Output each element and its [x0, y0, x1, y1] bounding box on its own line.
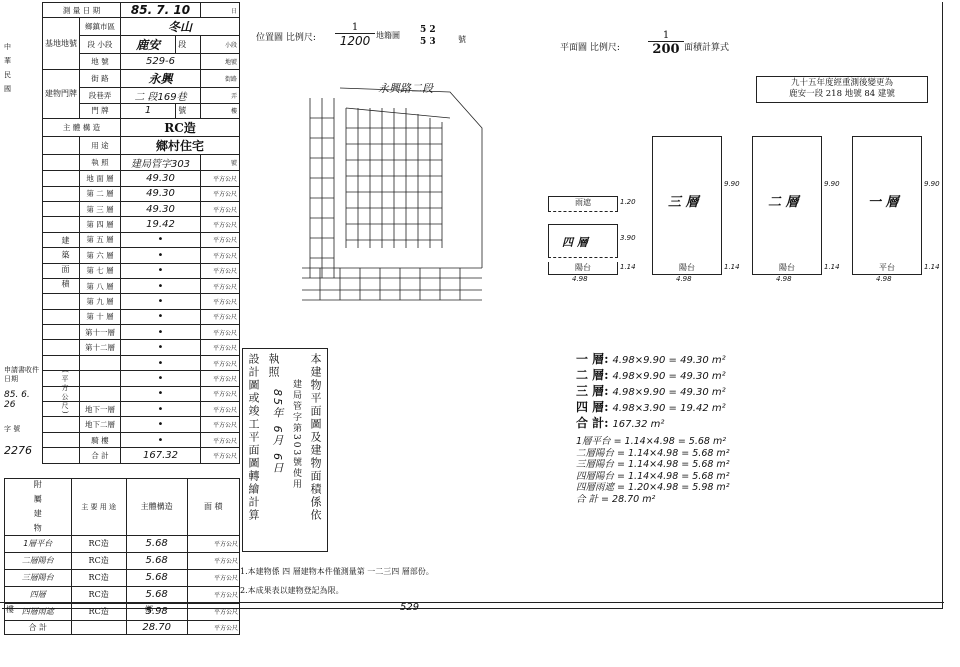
- floor-label: 合 計: [80, 448, 121, 463]
- table-row: [43, 371, 240, 386]
- plan-scale: 1 200: [648, 30, 684, 57]
- floor-area: •: [121, 248, 201, 263]
- area-unit-label: (平方公尺): [61, 370, 69, 416]
- attached-calc-line: 合 計 = 28.70 m²: [576, 493, 656, 505]
- attached-area: 5.98: [126, 603, 187, 620]
- table-row: [43, 355, 240, 370]
- floor-label: [80, 371, 121, 386]
- attached-struct: RC造: [71, 552, 126, 569]
- table-row: [43, 417, 240, 432]
- floor-area: •: [121, 402, 201, 417]
- table-row: 三層陽台 RC造 5.68 平方公尺: [5, 569, 240, 586]
- location-map: [300, 78, 490, 310]
- footer-line: [0, 602, 944, 603]
- note-2: 2.本成果表以建物登記為限。: [240, 586, 344, 595]
- floor-label: 第 五 層: [80, 232, 121, 247]
- calc-line: 四 層: 4.98×3.90 = 19.42 m²: [576, 400, 726, 414]
- table-row: [43, 263, 240, 278]
- table-row: 用 途 鄉村住宅: [43, 137, 240, 155]
- floor-label: 第十一層: [80, 325, 121, 340]
- unit-label: 平方公尺: [201, 325, 240, 340]
- attached-calc-line: 二層陽台 = 1.14×4.98 = 5.68 m²: [576, 447, 730, 459]
- floor-label: 地下二層: [80, 417, 121, 432]
- table-row: 段巷弄 二 段169巷 弄: [43, 87, 240, 103]
- floor-label: [80, 355, 121, 370]
- footer-mid: 鄉: [145, 605, 153, 614]
- floor-area: •: [121, 232, 201, 247]
- attached-use: 1層平台: [5, 535, 72, 552]
- balcony-box: 陽台: [548, 262, 618, 275]
- attached-use: 三層陽台: [5, 569, 72, 586]
- floor-area: 49.30: [121, 201, 201, 216]
- table-row: [43, 232, 240, 247]
- cadastral-sheet: 地籍圖: [376, 31, 400, 40]
- note-1: 1.本建物係 四 層建物本件僅測量第 一二三四 層部份。: [240, 567, 434, 576]
- word-number: 2276: [4, 444, 32, 457]
- table-row: [43, 325, 240, 340]
- register-table: [42, 2, 240, 464]
- apply-block: 申請書收件日期 85. 6. 26 字 號 2276: [4, 366, 42, 457]
- floor-area: •: [121, 417, 201, 432]
- survey-date: 85. 7. 10: [121, 3, 201, 18]
- floor-label: 地下一層: [80, 402, 121, 417]
- attached-use: 二層陽台: [5, 552, 72, 569]
- floor-area: 49.30: [121, 186, 201, 201]
- attached-calc-line: 三層陽台 = 1.14×4.98 = 5.68 m²: [576, 459, 730, 470]
- floor-label: 第 三 層: [80, 201, 121, 216]
- unit-label: 平方公尺: [201, 217, 240, 232]
- remeasure-note: 九十五年度經重測後變更為 鹿安一段 218 地號 84 建號: [756, 76, 928, 103]
- attached-area: 5.68: [126, 535, 187, 552]
- floor-area: •: [121, 432, 201, 447]
- calc-line: 一 層: 4.98×9.90 = 49.30 m²: [576, 352, 726, 366]
- table-row: 門 牌 1 號 樓: [43, 103, 240, 118]
- table-row: [43, 402, 240, 417]
- attached-struct: RC造: [71, 535, 126, 552]
- unit-label: 平方公尺: [201, 248, 240, 263]
- table-row: [43, 217, 240, 232]
- calc-line: 三 層: 4.98×9.90 = 49.30 m²: [576, 384, 726, 398]
- table-row: [43, 432, 240, 447]
- unit-label: 平方公尺: [201, 263, 240, 278]
- canopy-box: 雨遮: [548, 196, 618, 212]
- table-row: [43, 294, 240, 309]
- road-label: 永興路二段: [378, 82, 433, 95]
- table-row: 基地地號 鄉鎮市區 冬山: [43, 18, 240, 36]
- floor-label: 第 六 層: [80, 248, 121, 263]
- unit-label: 平方公尺: [201, 386, 240, 401]
- sheet-numbers: 5 2 5 3: [420, 25, 436, 47]
- location-map-header: 位置圖 比例尺:: [256, 33, 316, 43]
- unit-label: 平方公尺: [201, 232, 240, 247]
- table-row: 附 屬 建 物 主 要 用 途 主體構造 面 積: [5, 479, 240, 536]
- floor-area: •: [121, 371, 201, 386]
- attached-calc-line: 1層平台 = 1.14×4.98 = 5.68 m²: [576, 436, 727, 447]
- table-row: [43, 278, 240, 293]
- floor-label: 第 八 層: [80, 278, 121, 293]
- balcony-box: 陽台: [652, 262, 722, 275]
- unit-label: 平方公尺: [201, 417, 240, 432]
- floor-area: •: [121, 309, 201, 324]
- table-row: [43, 386, 240, 401]
- left-margin-text: 中 華 民 國: [4, 43, 11, 93]
- location-scale: 1 1200: [335, 22, 375, 48]
- floor-area: 19.42: [121, 217, 201, 232]
- table-row: [43, 248, 240, 263]
- apply-date: 85. 6. 26: [4, 390, 30, 410]
- table-row: 四層雨遮 RC造 5.98 平方公尺: [5, 603, 240, 620]
- unit-label: 平方公尺: [201, 186, 240, 201]
- floor-area: •: [121, 263, 201, 278]
- calc-area: [576, 352, 730, 505]
- attached-struct: RC造: [71, 569, 126, 586]
- floor-label: 第 十 層: [80, 309, 121, 324]
- footer-left: 樓: [6, 605, 14, 614]
- floor-label: [80, 386, 121, 401]
- unit-label: 平方公尺: [201, 171, 240, 186]
- table-row: 建物門牌 街 路 永興 街路: [43, 69, 240, 87]
- floor-area: •: [121, 294, 201, 309]
- floor-label: 地 面 層: [80, 171, 121, 186]
- sheet-suffix: 號: [458, 35, 466, 44]
- table-row: 二層陽台 RC造 5.68 平方公尺: [5, 552, 240, 569]
- attached-struct: RC造: [71, 603, 126, 620]
- attached-area: 5.68: [126, 552, 187, 569]
- unit-label: 平方公尺: [201, 355, 240, 370]
- design-permit-box: 設計圖或竣工平面圖轉繪計算 執照 本建物平面圖及建物面積係依 85年 6月 6日 建局管字第303號使用: [242, 348, 328, 552]
- floor-label: 第 七 層: [80, 263, 121, 278]
- table-row: [43, 309, 240, 324]
- attached-area: 5.68: [126, 569, 187, 586]
- attached-use: 四層: [5, 586, 72, 603]
- balcony-box: 平台: [852, 262, 922, 275]
- unit-label: 平方公尺: [201, 371, 240, 386]
- unit-label: 平方公尺: [201, 402, 240, 417]
- unit-label: 平方公尺: [201, 278, 240, 293]
- calc-label: 面積計算式: [684, 43, 730, 53]
- table-row: [43, 171, 240, 186]
- floor-area: •: [121, 278, 201, 293]
- floor-area: •: [121, 325, 201, 340]
- attached-struct: RC造: [71, 586, 126, 603]
- table-row: 四層 RC造 5.68 平方公尺: [5, 586, 240, 603]
- table-row: 合 計 28.70 平方公尺: [5, 620, 240, 634]
- area-group-label: 建 築 面 積: [61, 236, 70, 290]
- table-row: [43, 201, 240, 216]
- floor-label: 騎 樓: [80, 432, 121, 447]
- unit-label: 平方公尺: [201, 294, 240, 309]
- floor-label: 第十二層: [80, 340, 121, 355]
- floor-plan-header: 平面圖 比例尺:: [560, 43, 620, 53]
- floor-label: 第 四 層: [80, 217, 121, 232]
- footer-num: 529: [400, 602, 420, 613]
- balcony-box: 陽台: [752, 262, 822, 275]
- notes: [240, 562, 434, 600]
- attached-area: 5.68: [126, 586, 187, 603]
- floor-area: •: [121, 386, 201, 401]
- floor-label: 第 九 層: [80, 294, 121, 309]
- unit-label: 平方公尺: [201, 340, 240, 355]
- attached-use: 四層雨遮: [5, 603, 72, 620]
- unit-label: 平方公尺: [201, 432, 240, 447]
- table-row: [43, 186, 240, 201]
- permit-date: 85年 6月 6日: [271, 389, 284, 475]
- unit-label: 平方公尺: [201, 201, 240, 216]
- floor-area-rows: [43, 171, 240, 463]
- table-row: [43, 448, 240, 463]
- table-row: 段 小段 鹿安 段 小段: [43, 36, 240, 54]
- attached-calc-line: 四層雨遮 = 1.20×4.98 = 5.98 m²: [576, 482, 730, 493]
- table-row: 執 照 建局管字303 號: [43, 155, 240, 171]
- calc-line: 二 層: 4.98×9.90 = 49.30 m²: [576, 368, 726, 382]
- floor-area: •: [121, 340, 201, 355]
- unit-label: 平方公尺: [201, 309, 240, 324]
- table-row: 測 量 日 期 85. 7. 10 日: [43, 3, 240, 18]
- table-row: 1層平台 RC造 5.68 平方公尺: [5, 535, 240, 552]
- floor-area: 167.32: [121, 448, 201, 463]
- unit-label: 平方公尺: [201, 448, 240, 463]
- table-row: 主 體 構 造 RC造: [43, 119, 240, 137]
- floor-area: 49.30: [121, 171, 201, 186]
- calc-line: 合 計: 167.32 m²: [576, 416, 665, 430]
- attached-table: [4, 478, 240, 635]
- floor-label: 第 二 層: [80, 186, 121, 201]
- floor-area: •: [121, 355, 201, 370]
- table-row: 地 號 529-6 地號: [43, 54, 240, 69]
- table-row: [43, 340, 240, 355]
- attached-calc-line: 四層陽台 = 1.14×4.98 = 5.68 m²: [576, 470, 730, 482]
